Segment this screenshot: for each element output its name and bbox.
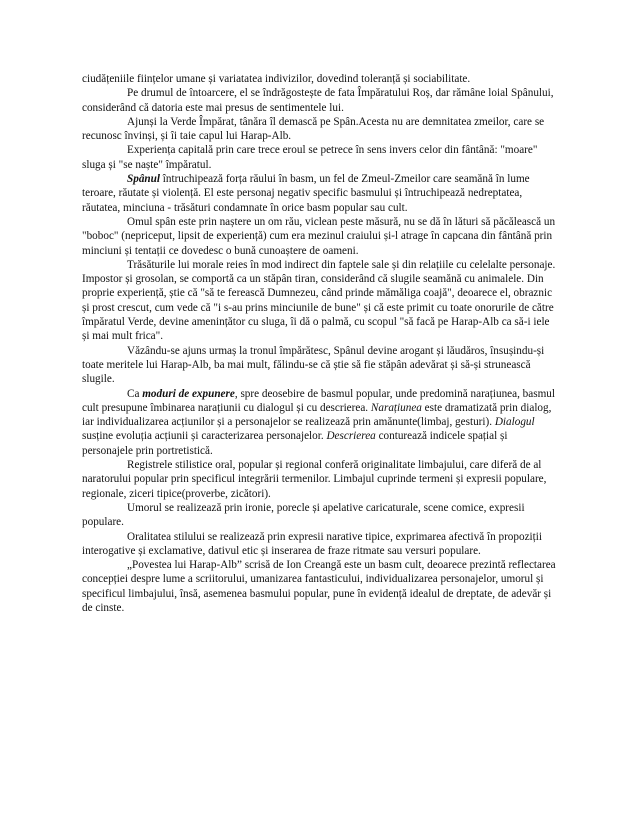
- text-run: Ca: [127, 387, 143, 400]
- text-run: este dramatizată prin dialog, iar individualizarea acțiunilor și a personajelor se realizează prin amănunte(limbaj, gesturi).: [82, 401, 552, 429]
- text-run: ciudățeniile ființelor umane și variatatea indivizilor, dovedind toleranță și sociabilitate.: [82, 73, 471, 85]
- paragraph-9: [82, 387, 558, 458]
- text-run: Umorul se realizează prin ironie, porecle și apelative caricaturale, scene comice, expresii populare.: [82, 501, 525, 529]
- text-run: Oralitatea stilului se realizează prin expresii narative tipice, exprimarea afectivă în propoziții interogative și exclamative, dativul etic și inserarea de fraze ritmate sau versuri populare.: [82, 530, 542, 557]
- text-run: susține evoluția acțiunii și caracterizarea personajelor.: [82, 430, 327, 443]
- text-run: conturează indicele spațial și personajele prin portretistică.: [82, 430, 508, 457]
- text-run: Văzându-se ajuns urmaș la tronul împărătesc, Spânul devine arogant și lăudăros, însușindu-și toate meritele lui Harap-Alb, ba mai mult, fălindu-se că știe să fie stăpân adevărat și să-și strunească slugile.: [82, 344, 545, 386]
- text-run: „Povestea lui Harap-Alb” scrisă de Ion Creangă este un basm cult, deoarece prezintă reflectarea concepției despre lume a scriitorului, umanizarea fantasticului, individualizarea personajelor, umorul și specificul limbajului, însă, asemenea basmului popular, pune în evidență idealul de dreptate, de adevăr și de cinste.: [82, 559, 556, 614]
- paragraph-12: [82, 530, 558, 559]
- paragraph-3: [82, 115, 558, 144]
- document-page: [82, 72, 558, 615]
- paragraph-6: [82, 215, 558, 258]
- text-run: Ajunși la Verde Împărat, tânăra îl demască pe Spân.Acesta nu are demnitatea zmeilor, care se recunosc învinși, și îi taie capul lui Harap-Alb.: [82, 115, 545, 143]
- emphasis-naratiunea: Narațiunea: [370, 401, 422, 414]
- paragraph-4: [82, 143, 558, 172]
- text-run: Registrele stilistice oral, popular și regional conferă originalitate limbajului, care diferă de al naratorului popular prin specificul integrării termenilor. Limbajul cuprinde termeni și expresii populare, regionale, ziceri tipice(proverbe, zicători).: [82, 459, 547, 500]
- paragraph-11: [82, 501, 558, 530]
- paragraph-5: [82, 172, 558, 215]
- paragraph-13: [82, 558, 558, 615]
- emphasis-spanul: Spânul: [127, 173, 160, 186]
- paragraph-7: [82, 258, 558, 344]
- emphasis-moduri-de-expunere: moduri de expunere: [142, 387, 235, 400]
- text-run: Pe drumul de întoarcere, el se îndrăgostește de fata Împăratului Roș, dar rămâne loial Spânului, considerând că datoria este mai presus de sentimentele lui.: [82, 87, 554, 114]
- text-run: Experiența capitală prin care trece eroul se petrece în sens invers celor din fântână: "moare" sluga și "se naște" împăratul.: [82, 144, 538, 171]
- paragraph-2: [82, 86, 558, 115]
- text-run: Trăsăturile lui morale reies în mod indirect din faptele sale și din relațiile cu celelalte personaje. Impostor și grosolan, se comportă ca un stăpân tiran, considerând că slugile seamănă cu animalele. Din proprie experiență, știe că "să te ferească Dumnezeu, când prinde mămăliga coajă", deoarece el, obraznic și prost crescut, cum vede că "i s-au prins minciunile de bune" și că este primit cu toate onorurile de către împăratul Verde, devine amenințător cu sluga, îi dă o palmă, cu scopul "să facă pe Harap-Alb ca să-i iele și mai mult frica".: [82, 258, 556, 343]
- emphasis-dialogul: Dialogul: [494, 416, 535, 429]
- emphasis-descrierea: Descrierea: [326, 430, 376, 443]
- text-run: întruchipează forța răului în basm, un fel de Zmeul-Zmeilor care seamănă în lume teroare, răutate și violență. El este personaj negativ specific basmului și întruchipează nedreptatea, răutatea, minciuna - trăsături condamnate în orice basm popular sau cult.: [82, 173, 530, 214]
- text-run: , spre deosebire de basmul popular, unde predomină narațiunea, basmul cult presupune îmbinarea narațiunii cu dialogul și cu descrierea.: [82, 387, 556, 414]
- paragraph-8: [82, 344, 558, 387]
- paragraph-10: [82, 458, 558, 501]
- paragraph-1: [82, 72, 558, 86]
- text-run: Omul spân este prin naștere un om rău, viclean peste măsură, nu se dă în lături să păcălească un "boboc" (nepriceput, lipsit de experiență) cum era mezinul craiului și-l atrage în capcana din fântână prin minciuni și tentații ce dovedesc o bună cunoaștere de oameni.: [82, 215, 556, 257]
